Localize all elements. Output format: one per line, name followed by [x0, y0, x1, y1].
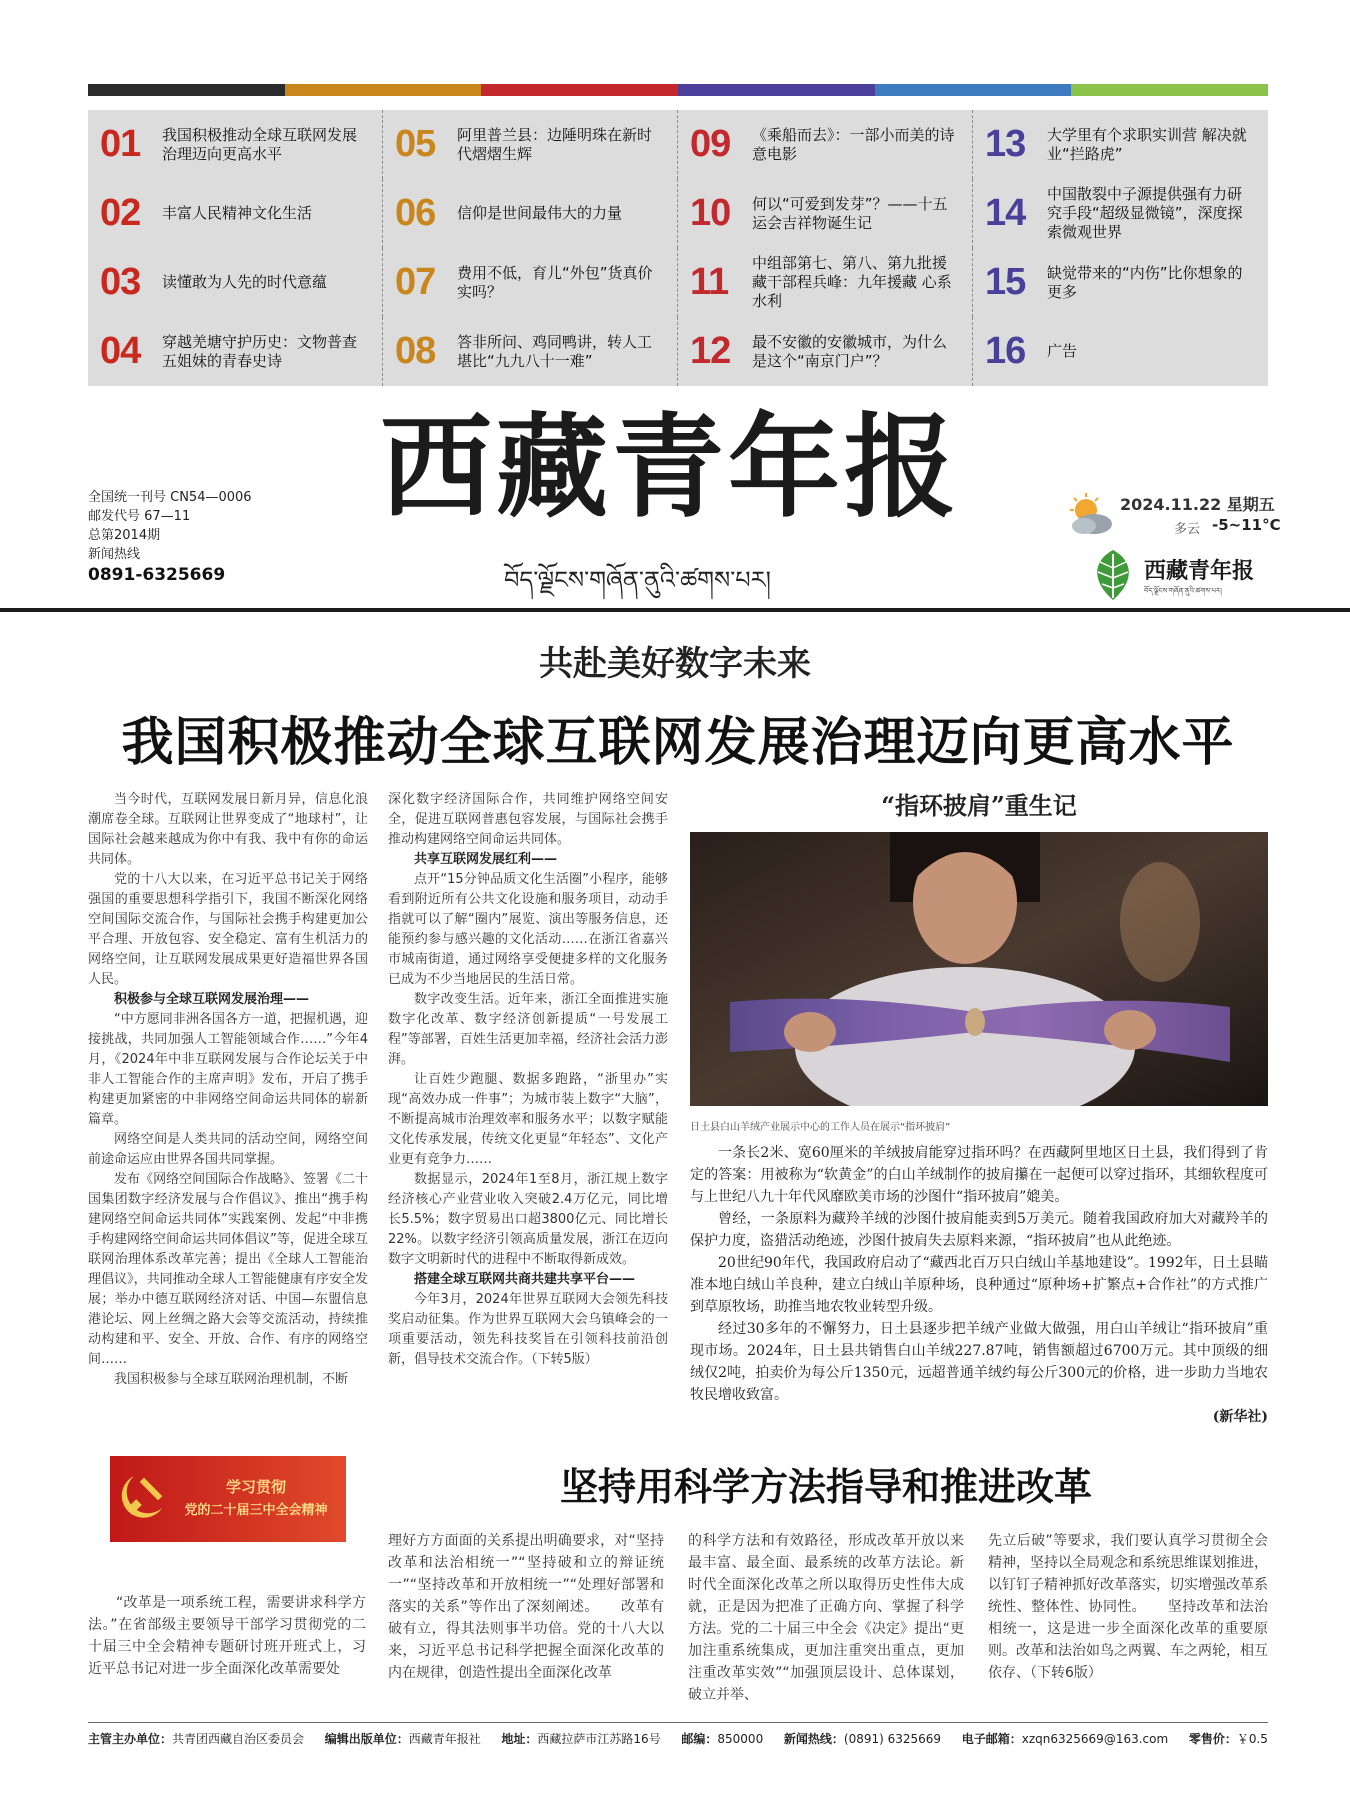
index-page-number: 14	[985, 192, 1026, 234]
section-subhead: 共享互联网发展红利——	[414, 852, 558, 867]
footer-label: 邮编：	[681, 1732, 718, 1746]
index-page-number: 05	[395, 123, 436, 165]
index-page-number: 11	[690, 261, 729, 303]
index-item-title: 阿里普兰县：边陲明珠在新时代熠熠生辉	[457, 125, 653, 163]
paragraph: 曾经，一条原料为藏羚羊绒的沙图什披肩能卖到5万美元。随着我国政府加大对藏羚羊的保护力度，盗猎活动绝迹，沙图什披肩失去原料来源，“指环披肩”也从此绝迹。	[690, 1211, 1268, 1249]
lead-headline: 我国积极推动全球互联网发展治理迈向更高水平	[121, 713, 1235, 773]
color-strip-segment	[285, 84, 482, 96]
index-item[interactable]	[88, 248, 383, 317]
logo-tibetan: བོད་ལྗོངས་གཞོན་ནུའི་ཚགས་པར།	[1144, 587, 1222, 595]
index-item[interactable]	[88, 179, 383, 248]
footer-value: 西藏拉萨市江苏路16号	[537, 1732, 661, 1746]
paragraph: 让百姓少跑腿、数据多跑路，“浙里办”实现“高效办成一件事”；为城市装上数字“大脑”，不断提高城市治理效率和服务水平；以数字赋能文化传承发展，传统文化更显“年轻态”、文化产业更有竞争力……	[388, 1072, 668, 1167]
index-item[interactable]	[678, 317, 973, 386]
index-item[interactable]	[678, 179, 973, 248]
footer-value: (0891) 6325669	[843, 1732, 942, 1746]
index-page-number: 01	[100, 123, 141, 165]
index-item[interactable]	[678, 110, 973, 179]
index-item[interactable]	[973, 179, 1268, 248]
bottom-paragraph: 理好方方面面的关系提出明确要求，对“坚持改革和法治相统一”“坚持破和立的辩证统一”“坚持改革和开放相统一”“处理好部署和落实的关系”等作出了深刻阐述。 改革有破有立，得其法则事半功倍。党的十八大以来，习近平总书记科学把握全面深化改革的内在规律，创造性提出全面深化改革	[388, 1533, 664, 1681]
index-item[interactable]	[383, 110, 678, 179]
index-item-title: 读懂敢为人先的时代意蕴	[162, 273, 328, 291]
bottom-headline: 坚持用科学方法指导和推进改革	[559, 1465, 1092, 1509]
logo-name: 西藏青年报	[1144, 558, 1255, 584]
index-item-title: 缺觉带来的“内伤”比你想象的更多	[1047, 263, 1243, 301]
paragraph: 点开“15分钟品质文化生活圈”小程序，能够看到附近所有公共文化设施和服务项目，动动手指就可以了解“圈内”展览、演出等服务信息，还能预约参与感兴趣的文化活动……在浙江省嘉兴市城南街道，通过网络享受便捷多样的文化服务已成为不少当地居民的生活日常。	[388, 872, 668, 987]
lead-kicker: 共赴美好数字未来	[539, 644, 811, 684]
source-credit: (新华社)	[1212, 1409, 1268, 1425]
feature-body	[690, 1142, 1268, 1428]
index-item-title: 大学里有个求职实训营 解决就业“拦路虎”	[1047, 125, 1247, 163]
masthead-rule	[0, 608, 1350, 612]
footer-value: 共青团西藏自治区委员会	[172, 1732, 305, 1746]
footer-item	[962, 1730, 1168, 1747]
index-item[interactable]	[88, 317, 383, 386]
index-item[interactable]	[973, 317, 1268, 386]
page-index	[88, 110, 1268, 386]
bottom-column-0	[88, 1592, 366, 1680]
weather-box	[1064, 492, 1281, 542]
index-page-number: 15	[985, 261, 1026, 303]
paragraph: 我国积极参与全球互联网治理机制，不断	[114, 1372, 349, 1387]
masthead-title: 西藏青年报	[380, 402, 960, 533]
paragraph: 网络空间是人类共同的活动空间，网络空间前途命运应由世界各国共同掌握。	[88, 1132, 368, 1167]
hotline-label: 新闻热线	[88, 547, 141, 562]
index-page-number: 07	[395, 261, 436, 303]
party-emblem-banner	[110, 1456, 346, 1542]
index-page-number: 03	[100, 261, 141, 303]
index-item-title: 何以“可爱到发芽”？——十五运会吉祥物诞生记	[752, 194, 948, 232]
footer-rule	[88, 1722, 1268, 1723]
color-strip-segment	[481, 84, 678, 96]
bottom-paragraph: “改革是一项系统工程，需要讲求科学方法。”在省部级主要领导干部学习贯彻党的二十届三中全会精神专题研讨班开班式上，习近平总书记对进一步全面深化改革需要处	[88, 1595, 366, 1677]
footer-value: 西藏青年报社	[408, 1732, 481, 1746]
paragraph: “中方愿同非洲各国各方一道，把握机遇，迎接挑战，共同加强人工智能领域合作……”今年4月，《2024年中非互联网发展与合作论坛关于中非人工智能合作的主席声明》发布，开启了携手构建更加紧密的中非网络空间命运共同体的崭新篇章。	[88, 1012, 368, 1127]
footer-label: 地址：	[501, 1732, 538, 1746]
banner-line2: 党的二十届三中全会精神	[184, 1503, 328, 1518]
paragraph: 今年3月，2024年世界互联网大会领先科技奖启动征集。作为世界互联网大会乌镇峰会的一项重要活动，领先科技奖旨在引领科技前沿创新，倡导技术交流合作。（下转5版）	[388, 1292, 668, 1367]
paragraph: 数据显示，2024年1至8月，浙江规上数字经济核心产业营业收入突破2.4万亿元，同比增长5.5%；数字贸易出口超3800亿元、同比增长22%。以数字经济引领高质量发展，浙江在迈向数字文明新时代的进程中不断取得新成效。	[388, 1172, 668, 1267]
photo-caption: 日土县白山羊绒产业展示中心的工作人员在展示“指环披肩”	[690, 1122, 951, 1133]
footer-label: 新闻热线：	[783, 1732, 844, 1746]
publication-info	[88, 488, 252, 585]
index-page-number: 09	[690, 123, 731, 165]
postal-code: 邮发代号 67—11	[88, 509, 191, 524]
feature-photo	[690, 832, 1268, 1106]
index-page-number: 02	[100, 192, 141, 234]
footer-label: 零售价：	[1188, 1732, 1237, 1746]
color-strip	[88, 84, 1268, 96]
paragraph: 当今时代，互联网发展日新月异，信息化浪潮席卷全球。互联网让世界变成了“地球村”，让国际社会越来越成为你中有我、我中有你的命运共同体。	[88, 792, 368, 867]
temperature: -5~11°C	[1212, 516, 1281, 534]
leaf-logo-icon	[1088, 548, 1138, 602]
color-strip-segment	[88, 84, 285, 96]
index-item[interactable]	[678, 248, 973, 317]
bottom-paragraph: 先立后破”等要求，我们要认真学习贯彻全会精神，坚持以全局观念和系统思维谋划推进，以钉钉子精神抓好改革落实，切实增强改革系统性、整体性、协同性。 坚持改革和法治相统一，这是进一步全面深化改革的重要原则。改革和法治如鸟之两翼、车之两轮，相互依存、（下转6版）	[988, 1533, 1268, 1681]
feature-title: “指环披肩”重生记	[881, 791, 1077, 820]
lead-column-2	[388, 790, 668, 1370]
footer-label: 电子邮箱：	[961, 1732, 1022, 1746]
unified-number: 全国统一刊号 CN54—0006	[88, 490, 252, 505]
bottom-column-2	[688, 1530, 964, 1706]
section-subhead: 搭建全球互联网共商共建共享平台——	[414, 1272, 636, 1287]
index-item-title: 中国散裂中子源提供强有力研究手段“超级显微镜”，深度探索微观世界	[1047, 185, 1243, 241]
color-strip-segment	[875, 84, 1072, 96]
index-item-title: 中组部第七、第八、第九批援藏干部程兵峰：九年援藏 心系水利	[752, 254, 952, 310]
footer-item	[784, 1730, 941, 1747]
footer	[88, 1730, 1268, 1747]
shawl-woman-photo	[690, 832, 1268, 1106]
index-item[interactable]	[88, 110, 383, 179]
footer-item	[1189, 1730, 1268, 1747]
footer-item	[88, 1730, 304, 1747]
footer-item	[325, 1730, 481, 1747]
index-item-title: 我国积极推动全球互联网发展治理迈向更高水平	[162, 125, 358, 163]
paragraph: 经过30多年的不懈努力，日土县逐步把羊绒产业做大做强，用白山羊绒让“指环披肩”重现市场。2024年，日土县共销售白山羊绒227.87吨，销售额超过6700万元。其中顶级的细绒仅2吨，拍卖价为每公斤1350元，远超普通羊绒约每公斤300元的价格，进一步助力当地农牧民增收致富。	[690, 1321, 1268, 1403]
index-item[interactable]	[383, 248, 678, 317]
footer-value: xzqn6325669@163.com	[1021, 1732, 1169, 1746]
index-item-title: 丰富人民精神文化生活	[162, 204, 313, 222]
paragraph: 党的十八大以来，在习近平总书记关于网络强国的重要思想科学指引下，我国不断深化网络空间国际交流合作，与国际社会携手构建更加公平合理、开放包容、安全稳定、富有生机活力的网络空间，让互联网发展成果更好造福世界各国人民。	[88, 872, 368, 987]
partly-cloudy-icon	[1064, 492, 1118, 538]
index-page-number: 10	[690, 192, 731, 234]
footer-item	[681, 1730, 763, 1747]
paragraph: 深化数字经济国际合作，共同维护网络空间安全，促进互联网普惠包容发展，与国际社会携手推动构建网络空间命运共同体。	[388, 792, 668, 847]
footer-label: 编辑出版单位：	[324, 1732, 409, 1746]
issue-number: 总第2014期	[88, 528, 161, 543]
color-strip-segment	[1071, 84, 1268, 96]
paragraph: 发布《网络空间国际合作战略》、签署《二十国集团数字经济发展与合作倡议》、推出“携手构建网络空间命运共同体”实践案例、发起“中非携手构建网络空间命运共同体倡议”等，促进全球互联网治理体系改革完善；提出《全球人工智能治理倡议》，共同推动全球人工智能健康有序安全发展；举办中德互联网经济对话、中国—东盟信息港论坛、网上丝绸之路大会等交流活动，持续推动构建和平、安全、开放、合作、有序的网络空间……	[88, 1172, 368, 1367]
index-item-title: 广告	[1047, 342, 1078, 360]
index-page-number: 04	[100, 330, 141, 372]
color-strip-segment	[678, 84, 875, 96]
study-banner	[110, 1456, 346, 1542]
masthead-tibetan: བོད་ལྗོངས་གཞོན་ནུའི་ཚགས་པར།	[504, 566, 771, 594]
index-item-title: 费用不低，育儿“外包”货真价实吗？	[457, 263, 653, 301]
index-item-title: 答非所问、鸡同鸭讲，转人工堪比“九九八十一难”	[457, 332, 653, 370]
index-item-title: 穿越羌塘守护历史：文物普查五姐妹的青春史诗	[162, 332, 358, 370]
footer-value: 850000	[717, 1732, 764, 1746]
index-item[interactable]	[383, 179, 678, 248]
newspaper-logo	[1088, 548, 1255, 606]
bottom-column-1	[388, 1530, 664, 1684]
footer-item	[501, 1730, 660, 1747]
index-item-title: 《乘船而去》：一部小而美的诗意电影	[752, 125, 955, 163]
paragraph: 数字改变生活。近年来，浙江全面推进实施数字化改革、数字经济创新提质“一号发展工程”等部署，百姓生活更加幸福，经济社会活力澎湃。	[388, 992, 668, 1067]
weather-condition: 多云	[1174, 522, 1201, 537]
hotline-number: 0891-6325669	[88, 565, 226, 585]
bottom-paragraph: 的科学方法和有效路径，形成改革开放以来最丰富、最全面、最系统的改革方法论。新时代全面深化改革之所以取得历史性伟大成就，正是因为把准了正确方向、掌握了科学方法。党的二十届三中全会《决定》提出“更加注重系统集成，更加注重突出重点，更加注重改革实效”“加强顶层设计、总体谋划，破立并举、	[688, 1533, 964, 1703]
paragraph: 一条长2米、宽60厘米的羊绒披肩能穿过指环吗？在西藏阿里地区日土县，我们得到了肯定的答案：用被称为“软黄金”的白山羊绒制作的披肩攥在一起便可以穿过指环，其细软程度可与上世纪八九十年代风靡欧美市场的沙图什“指环披肩”媲美。	[690, 1145, 1268, 1205]
section-subhead: 积极参与全球互联网发展治理——	[114, 992, 310, 1007]
paragraph: 20世纪90年代，我国政府启动了“藏西北百万只白绒山羊基地建设”。1992年，日土县瞄准本地白绒山羊良种，建立白绒山羊原种场，良种通过“原种场+扩繁点+合作社”的方式推广到草原牧场，助推当地农牧业转型升级。	[690, 1255, 1268, 1315]
index-page-number: 06	[395, 192, 436, 234]
index-item-title: 最不安徽的安徽城市，为什么是这个“南京门户”？	[752, 332, 948, 370]
index-page-number: 08	[395, 330, 436, 372]
footer-label: 主管主办单位：	[88, 1732, 173, 1746]
index-item-title: 信仰是世间最伟大的力量	[457, 204, 623, 222]
footer-value: ￥0.5	[1236, 1732, 1268, 1746]
index-item[interactable]	[973, 248, 1268, 317]
index-item[interactable]	[383, 317, 678, 386]
index-page-number: 16	[985, 330, 1026, 372]
index-item[interactable]	[973, 110, 1268, 179]
issue-date: 2024.11.22 星期五	[1120, 495, 1275, 514]
banner-line1: 学习贯彻	[225, 1478, 287, 1496]
index-page-number: 12	[690, 330, 731, 372]
index-page-number: 13	[985, 123, 1026, 165]
lead-column-1	[88, 790, 368, 1390]
bottom-column-3	[988, 1530, 1268, 1684]
